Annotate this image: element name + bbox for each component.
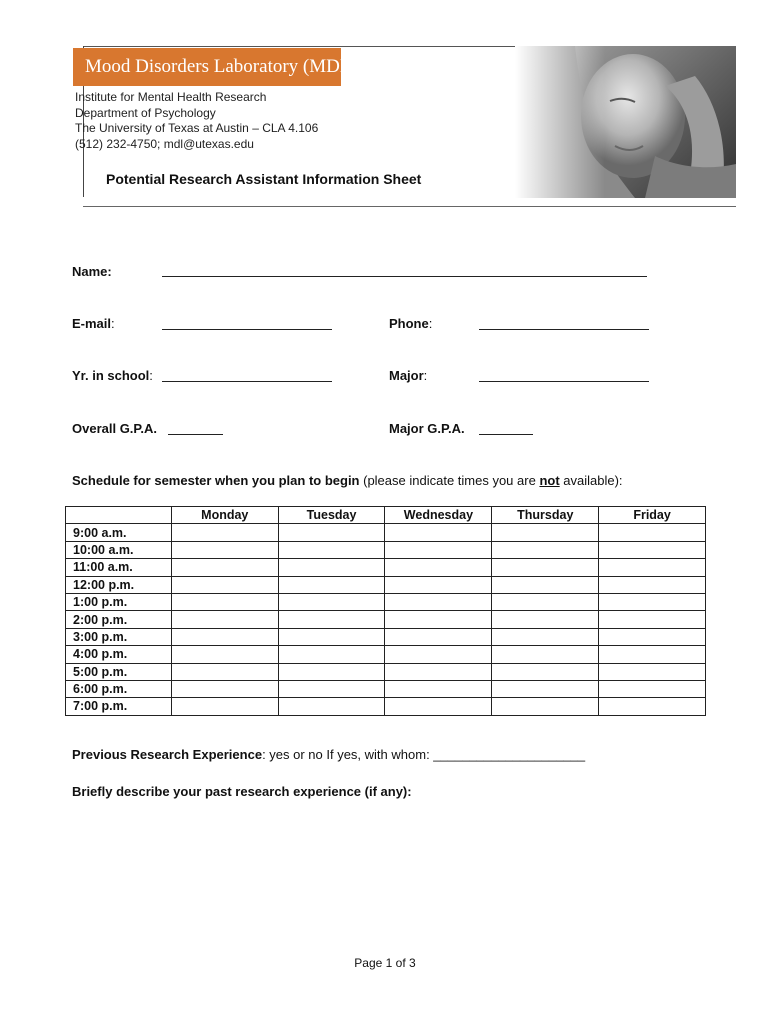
availability-cell[interactable] — [492, 593, 599, 610]
availability-cell[interactable] — [492, 646, 599, 663]
header-photo-image — [515, 46, 736, 198]
header-photo — [515, 46, 736, 198]
day-column-header: Friday — [599, 507, 706, 524]
time-slot-label: 12:00 p.m. — [66, 576, 172, 593]
table-row — [66, 646, 706, 663]
availability-cell[interactable] — [171, 576, 278, 593]
availability-cell[interactable] — [385, 698, 492, 715]
availability-cell[interactable] — [599, 646, 706, 663]
availability-cell[interactable] — [599, 541, 706, 558]
time-slot-label: 6:00 p.m. — [66, 680, 172, 697]
major-label — [389, 368, 427, 383]
availability-cell[interactable] — [171, 593, 278, 610]
availability-cell[interactable] — [492, 524, 599, 541]
availability-cell[interactable] — [278, 698, 385, 715]
availability-cell[interactable] — [492, 698, 599, 715]
availability-cell[interactable] — [278, 628, 385, 645]
major-gpa-label: Major G.P.A. — [389, 421, 465, 436]
time-slot-label: 9:00 a.m. — [66, 524, 172, 541]
availability-cell[interactable] — [385, 646, 492, 663]
availability-cell[interactable] — [385, 559, 492, 576]
availability-cell[interactable] — [492, 628, 599, 645]
table-row — [66, 576, 706, 593]
availability-cell[interactable] — [599, 559, 706, 576]
availability-cell[interactable] — [171, 698, 278, 715]
availability-cell[interactable] — [278, 593, 385, 610]
availability-cell[interactable] — [278, 541, 385, 558]
table-row — [66, 663, 706, 680]
availability-cell[interactable] — [599, 628, 706, 645]
availability-cell[interactable] — [385, 593, 492, 610]
availability-cell[interactable] — [171, 646, 278, 663]
previous-experience-line — [72, 747, 585, 762]
schedule-title-note: (please indicate times you are — [359, 473, 540, 488]
overall-gpa-field-line[interactable] — [168, 434, 223, 435]
email-label-colon: : — [111, 316, 115, 331]
availability-cell[interactable] — [278, 663, 385, 680]
address-line: Institute for Mental Health Research — [75, 90, 267, 104]
schedule-title-not: not — [539, 473, 560, 488]
table-row — [66, 628, 706, 645]
describe-experience-label: Briefly describe your past research experience (if any): — [72, 784, 412, 799]
availability-cell[interactable] — [171, 541, 278, 558]
page-number: Page 1 of 3 — [354, 956, 416, 970]
time-slot-label: 3:00 p.m. — [66, 628, 172, 645]
availability-cell[interactable] — [599, 524, 706, 541]
availability-cell[interactable] — [385, 576, 492, 593]
schedule-title — [72, 473, 623, 488]
time-slot-label: 1:00 p.m. — [66, 593, 172, 610]
major-label-colon: : — [423, 368, 428, 383]
availability-table — [65, 506, 706, 716]
availability-cell[interactable] — [385, 611, 492, 628]
schedule-title-bold: Schedule for semester when you plan to begin — [72, 473, 360, 488]
time-slot-label: 11:00 a.m. — [66, 559, 172, 576]
availability-cell[interactable] — [171, 680, 278, 697]
table-row — [66, 524, 706, 541]
major-gpa-field-line[interactable] — [479, 434, 533, 435]
availability-cell[interactable] — [492, 559, 599, 576]
availability-cell[interactable] — [278, 559, 385, 576]
address-line: The University of Texas at Austin – CLA 4.106 — [75, 121, 319, 135]
availability-cell[interactable] — [171, 611, 278, 628]
availability-cell[interactable] — [492, 663, 599, 680]
address-line: (512) 232-4750; mdl@utexas.edu — [75, 136, 254, 151]
time-slot-label: 10:00 a.m. — [66, 541, 172, 558]
table-row — [66, 698, 706, 715]
table-row — [66, 559, 706, 576]
availability-cell[interactable] — [385, 680, 492, 697]
availability-cell[interactable] — [599, 611, 706, 628]
time-slot-label: 7:00 p.m. — [66, 698, 172, 715]
previous-experience-options: : yes or no If yes, with whom: _____________________ — [262, 747, 586, 762]
email-field-line[interactable] — [162, 329, 332, 330]
availability-cell[interactable] — [492, 576, 599, 593]
availability-cell[interactable] — [492, 611, 599, 628]
year-label-colon: : — [149, 368, 153, 383]
availability-cell[interactable] — [599, 576, 706, 593]
phone-label-colon: : — [428, 316, 433, 331]
availability-cell[interactable] — [278, 680, 385, 697]
address-line: Department of Psychology — [75, 105, 216, 120]
availability-cell[interactable] — [599, 698, 706, 715]
year-label-text: Yr. in school — [72, 368, 150, 383]
lab-banner-title: Mood Disorders Laboratory (MDL) — [73, 48, 341, 86]
availability-cell[interactable] — [385, 663, 492, 680]
availability-cell[interactable] — [385, 628, 492, 645]
availability-cell[interactable] — [171, 663, 278, 680]
sheet-title: Potential Research Assistant Information Sheet — [106, 171, 422, 187]
availability-cell[interactable] — [599, 593, 706, 610]
availability-table-body — [66, 524, 706, 715]
major-field-line[interactable] — [479, 381, 649, 382]
time-slot-label: 5:00 p.m. — [66, 663, 172, 680]
name-label: Name: — [72, 264, 112, 279]
availability-cell[interactable] — [278, 576, 385, 593]
day-column-header: Monday — [171, 507, 278, 524]
availability-cell[interactable] — [599, 680, 706, 697]
table-row — [66, 611, 706, 628]
availability-cell[interactable] — [278, 611, 385, 628]
lab-address-block — [75, 90, 318, 152]
overall-gpa-label: Overall G.P.A. — [72, 421, 158, 436]
year-label — [72, 368, 153, 383]
availability-cell[interactable] — [492, 541, 599, 558]
email-label — [72, 316, 115, 331]
table-row — [66, 541, 706, 558]
day-column-header: Thursday — [492, 507, 599, 524]
availability-cell[interactable] — [385, 541, 492, 558]
day-column-header: Wednesday — [385, 507, 492, 524]
previous-experience-label: Previous Research Experience — [72, 747, 263, 762]
header-bottom-rule — [83, 206, 736, 207]
availability-cell[interactable] — [278, 524, 385, 541]
phone-label-text: Phone — [389, 316, 429, 331]
time-slot-label: 2:00 p.m. — [66, 611, 172, 628]
time-column-header — [66, 507, 172, 524]
day-column-header: Tuesday — [278, 507, 385, 524]
phone-label — [389, 316, 432, 331]
availability-cell[interactable] — [599, 663, 706, 680]
availability-cell[interactable] — [385, 524, 492, 541]
availability-cell[interactable] — [171, 524, 278, 541]
table-header-row — [66, 507, 706, 524]
table-row — [66, 680, 706, 697]
major-label-text: Major — [389, 368, 424, 383]
name-field-line[interactable] — [162, 276, 647, 277]
table-row — [66, 593, 706, 610]
time-slot-label: 4:00 p.m. — [66, 646, 172, 663]
phone-field-line[interactable] — [479, 329, 649, 330]
availability-cell[interactable] — [278, 646, 385, 663]
availability-cell[interactable] — [171, 559, 278, 576]
year-field-line[interactable] — [162, 381, 332, 382]
availability-cell[interactable] — [171, 628, 278, 645]
schedule-title-note-end: available): — [559, 473, 623, 488]
availability-cell[interactable] — [492, 680, 599, 697]
email-label-text: E-mail — [72, 316, 112, 331]
